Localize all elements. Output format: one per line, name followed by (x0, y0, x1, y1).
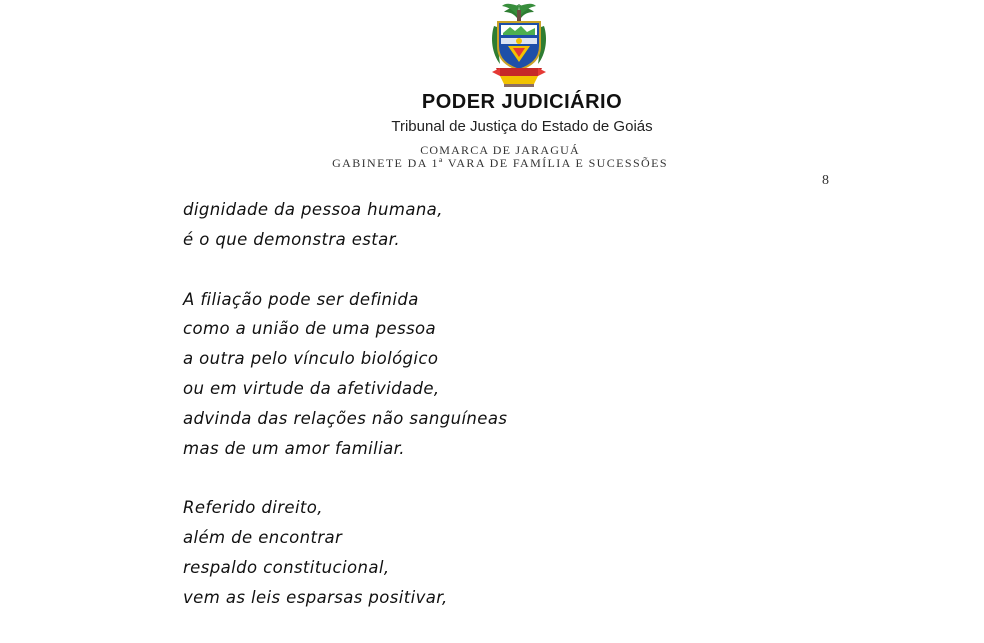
text-line: advinda das relações não sanguíneas (183, 408, 508, 428)
coat-of-arms-icon (486, 2, 552, 88)
text-line: A filiação pode ser definida (183, 289, 419, 309)
text-line: como a união de uma pessoa (183, 319, 437, 339)
page-number: 8 (822, 173, 829, 188)
text-line: Referido direito, (183, 498, 323, 518)
stanza (183, 195, 783, 255)
text-line: respaldo constitucional, (183, 557, 390, 577)
comarca-label: COMARCA DE JARAGUÁ (420, 143, 580, 157)
text-line: vem as leis esparsas positivar, (183, 587, 448, 607)
text-line: dignidade da pessoa humana, (183, 200, 443, 219)
text-line: além de encontrar (183, 528, 343, 548)
gabinete-label: GABINETE DA 1ª VARA DE FAMÍLIA E SUCESSÕES (332, 156, 668, 170)
stanza (183, 285, 783, 464)
court-subtitle: Tribunal de Justiça do Estado de Goiás (391, 118, 653, 135)
text-line: ou em virtude da afetividade, (183, 378, 440, 398)
text-line: mas de um amor familiar. (183, 438, 405, 458)
court-title: PODER JUDICIÁRIO (421, 91, 623, 113)
text-line: a outra pelo vínculo biológico (183, 349, 439, 369)
document-body (183, 195, 783, 643)
stanza (183, 493, 783, 612)
text-line: é o que demonstra estar. (183, 229, 400, 249)
